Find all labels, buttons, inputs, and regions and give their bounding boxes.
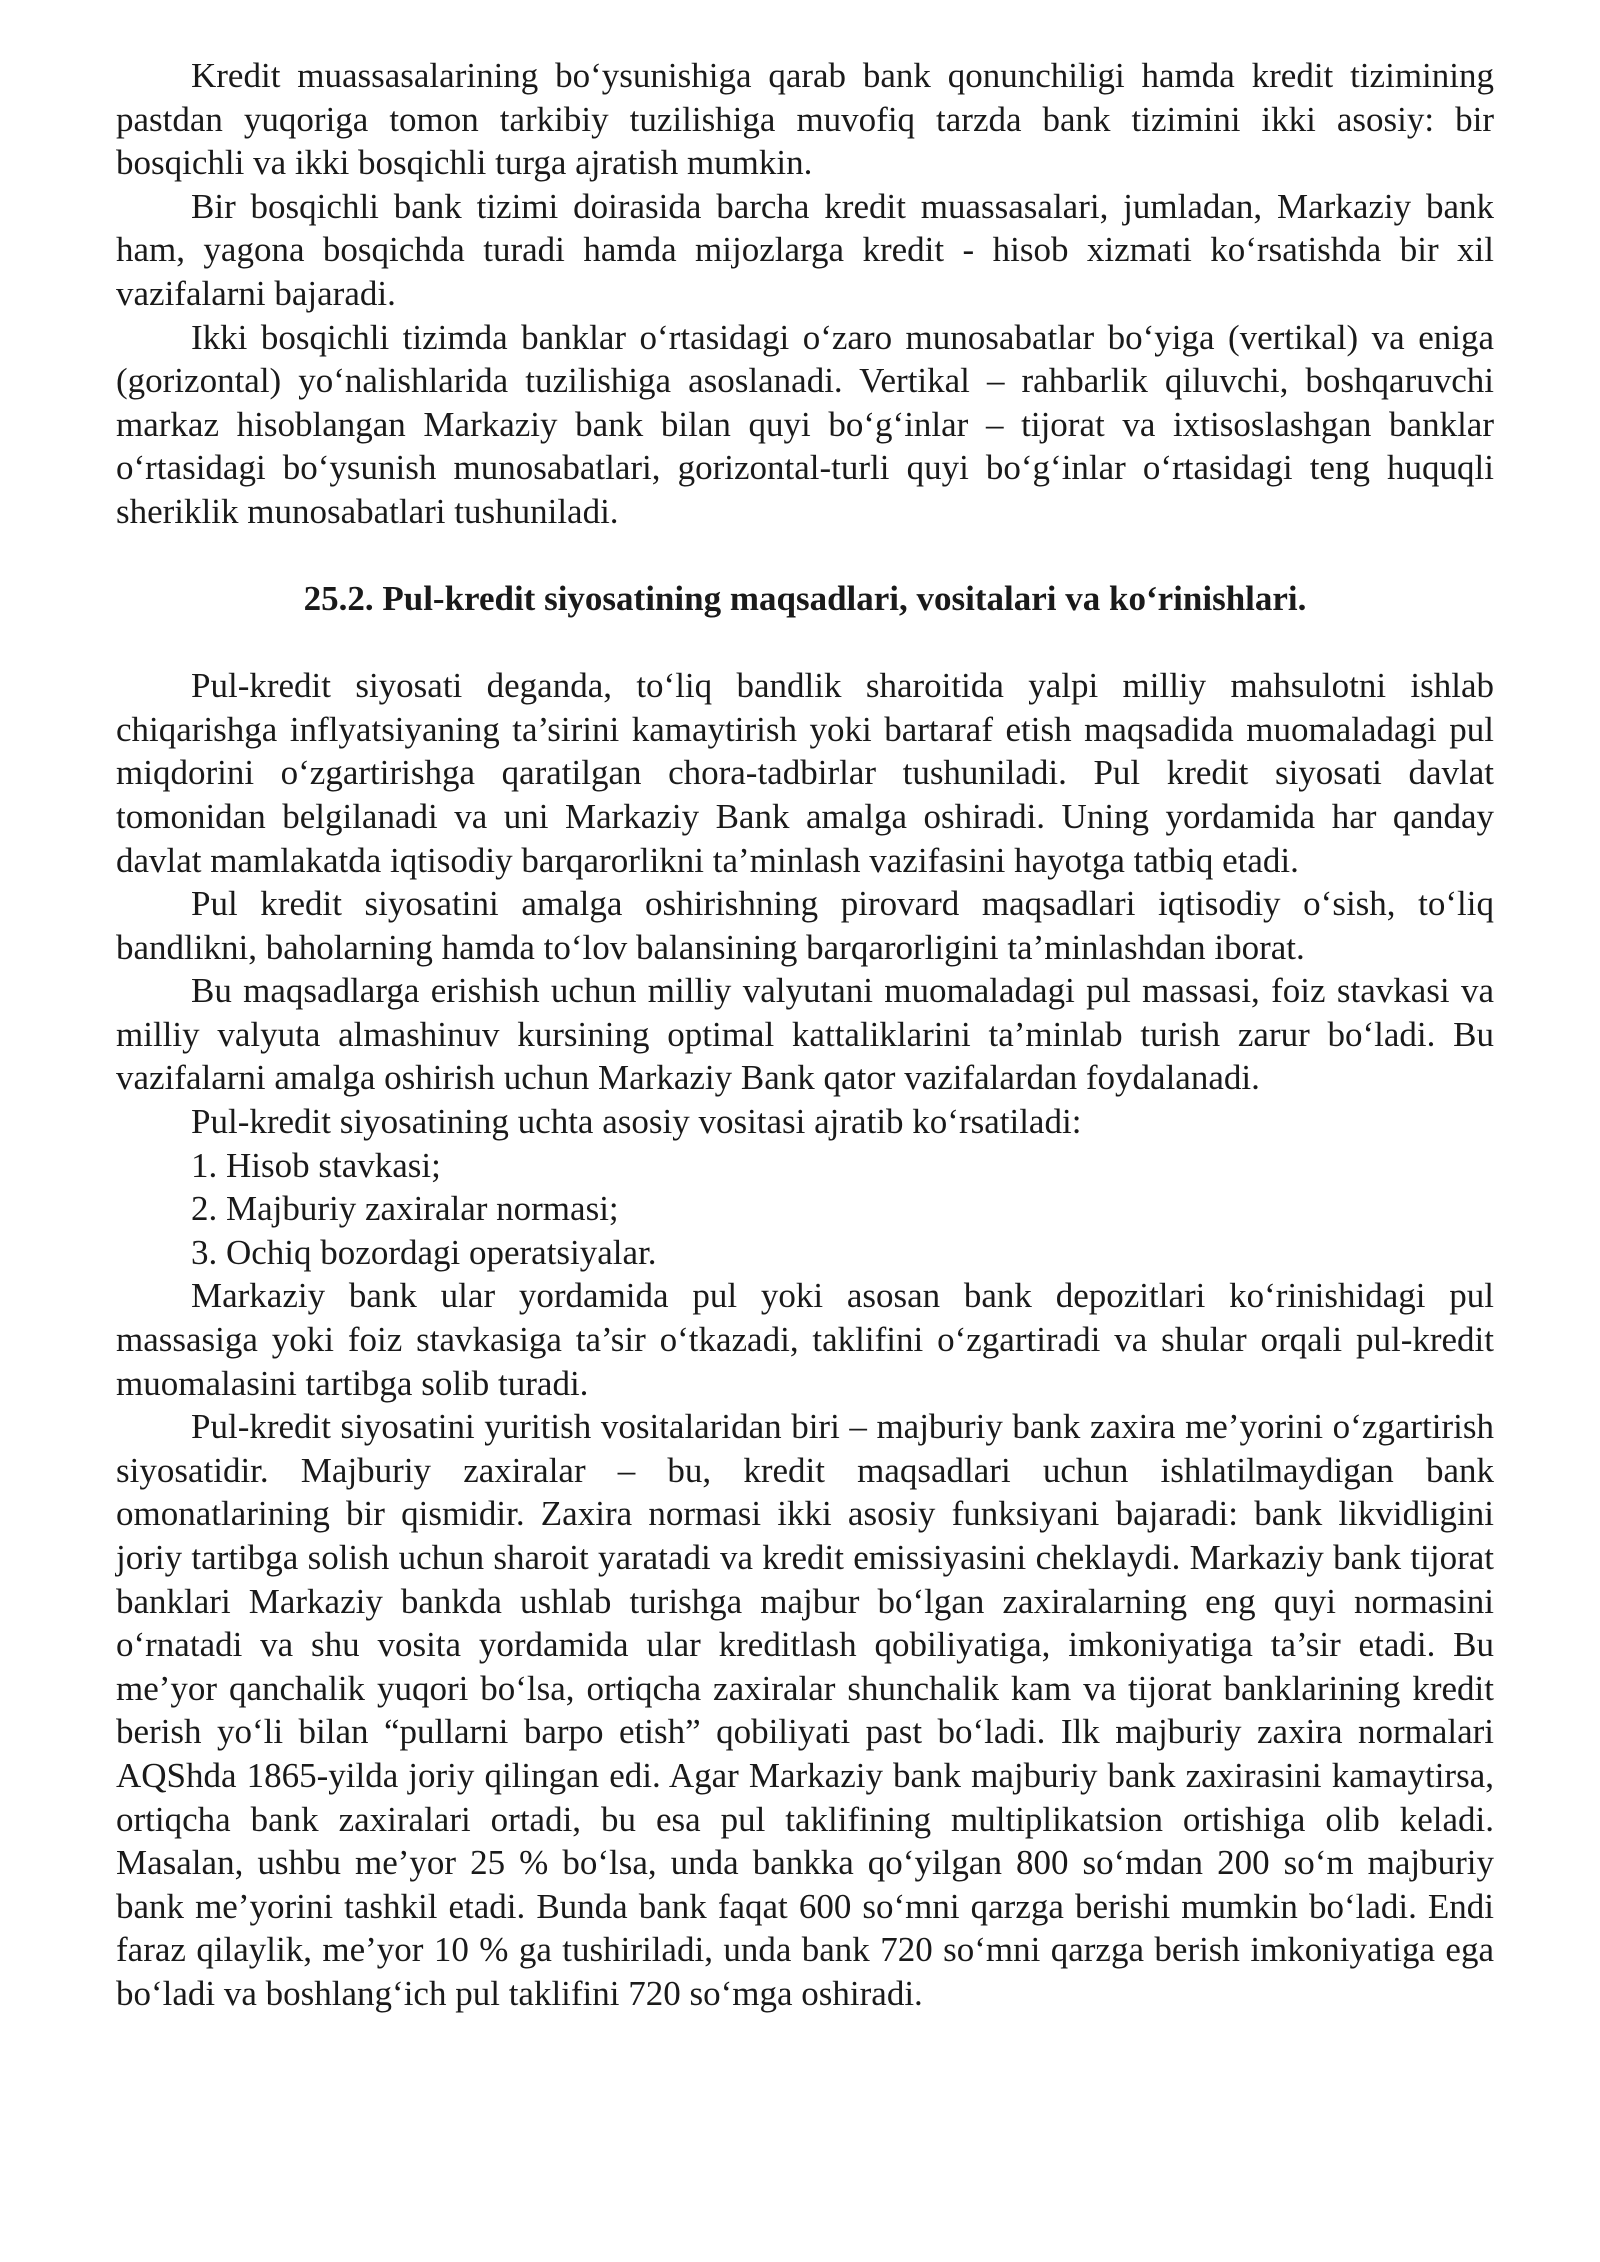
document-page <box>116 54 1494 2016</box>
paragraph: Pul-kredit siyosati deganda, to‘liq bandlik sharoitida yalpi milliy mahsulotni ishlab chiqarishga inflyatsiyaning ta’sirini kamaytirish yoki bartaraf etish maqsadida muomaladagi pul miqdorini o‘zgartirishga qaratilgan chora-tadbirlar tushuniladi. Pul kredit siyosati davlat tomonidan belgilanadi va uni Markaziy Bank amalga oshiradi. Uning yordamida har qanday davlat mamlakatda iqtisodiy barqarorlikni ta’minlash vazifasini hayotga tatbiq etadi. <box>116 666 1494 880</box>
list-item: 2. Majburiy zaxiralar normasi; <box>191 1189 619 1229</box>
list-item: 1. Hisob stavkasi; <box>191 1145 441 1185</box>
paragraph: Markaziy bank ular yordamida pul yoki asosan bank depozitlari ko‘rinishidagi pul massasiga yoki foiz stavkasiga ta’sir o‘tkazadi, taklifini o‘zgartiradi va shular orqali pul-kredit muomalasini tartibga solib turadi. <box>116 1276 1494 1403</box>
paragraph: Ikki bosqichli tizimda banklar o‘rtasidagi o‘zaro munosabatlar bo‘yiga (vertikal) va eniga (gorizontal) yo‘nalishlarida tuzilishiga asoslanadi. Vertikal – rahbarlik qiluvchi, boshqaruvchi markaz hisoblangan Markaziy bank bilan quyi bo‘g‘inlar – tijorat va ixtisoslashgan banklar o‘rtasidagi bo‘ysunish munosabatlari, gorizontal-turli quyi bo‘g‘inlar o‘rtasidagi teng huquqli sheriklik munosabatlari tushuniladi. <box>116 317 1494 531</box>
paragraph: Pul kredit siyosatini amalga oshirishning pirovard maqsadlari iqtisodiy o‘sish, to‘liq bandlikni, baholarning hamda to‘lov balansining barqarorligini ta’minlashdan iborat. <box>116 884 1494 967</box>
paragraph: Bu maqsadlarga erishish uchun milliy valyutani muomaladagi pul massasi, foiz stavkasi va milliy valyuta almashinuv kursining optimal kattaliklarini ta’minlab turish zarur bo‘ladi. Bu vazifalarni amalga oshirish uchun Markaziy Bank qator vazifalardan foydalanadi. <box>116 971 1494 1098</box>
list-intro: Pul-kredit siyosatining uchta asosiy vositasi ajratib ko‘rsatiladi: <box>191 1102 1082 1142</box>
paragraph: Bir bosqichli bank tizimi doirasida barcha kredit muassasalari, jumladan, Markaziy bank ham, yagona bosqichda turadi hamda mijozlarga kredit - hisob xizmati ko‘rsatishda bir xil vazifalarni bajaradi. <box>116 186 1494 313</box>
paragraph: Pul-kredit siyosatini yuritish vositalaridan biri – majburiy bank zaxira me’yorini o‘zgartirish siyosatidir. Majburiy zaxiralar – bu, kredit maqsadlari uchun ishlatilmaydigan bank omonatlarining bir qismidir. Zaxira normasi ikki asosiy funksiyani bajaradi: bank likvidligini joriy tartibga solish uchun sharoit yaratadi va kredit emissiyasini cheklaydi. Markaziy bank tijorat banklari Markaziy bankda ushlab turishga majbur bo‘lgan zaxiralarning eng quyi normasini o‘rnatadi va shu vosita yordamida ular kreditlash qobiliyatiga, imkoniyatiga ta’sir etadi. Bu me’yor qanchalik yuqori bo‘lsa, ortiqcha zaxiralar shunchalik kam va tijorat banklarining kredit berish yo‘li bilan “pullarni barpo etish” qobiliyati past bo‘ladi. Ilk majburiy zaxira normalari AQShda 1865-yilda joriy qilingan edi. Agar Markaziy bank majburiy bank zaxirasini kamaytirsa, ortiqcha bank zaxiralari ortadi, bu esa pul taklifining multiplikatsion ortishiga olib keladi. Masalan, ushbu me’yor 25 % bo‘lsa, unda bankka qo‘yilgan 800 so‘mdan 200 so‘m majburiy bank me’yorini tashkil etadi. Bunda bank faqat 600 so‘mni qarzga berishi mumkin bo‘ladi. Endi faraz qilaylik, me’yor 10 % ga tushiriladi, unda bank 720 so‘mni qarzga berish imkoniyatiga ega bo‘ladi va boshlang‘ich pul taklifini 720 so‘mga oshiradi. <box>116 1407 1494 2013</box>
paragraph: Kredit muassasalarining bo‘ysunishiga qarab bank qonunchiligi hamda kredit tizimining pastdan yuqoriga tomon tarkibiy tuzilishiga muvofiq tarzda bank tizimini ikki asosiy: bir bosqichli va ikki bosqichli turga ajratish mumkin. <box>116 56 1494 183</box>
list-item: 3. Ochiq bozordagi operatsiyalar. <box>191 1232 657 1272</box>
section-heading: 25.2. Pul-kredit siyosatining maqsadlari, vositalari va ko‘rinishlari. <box>303 578 1307 618</box>
